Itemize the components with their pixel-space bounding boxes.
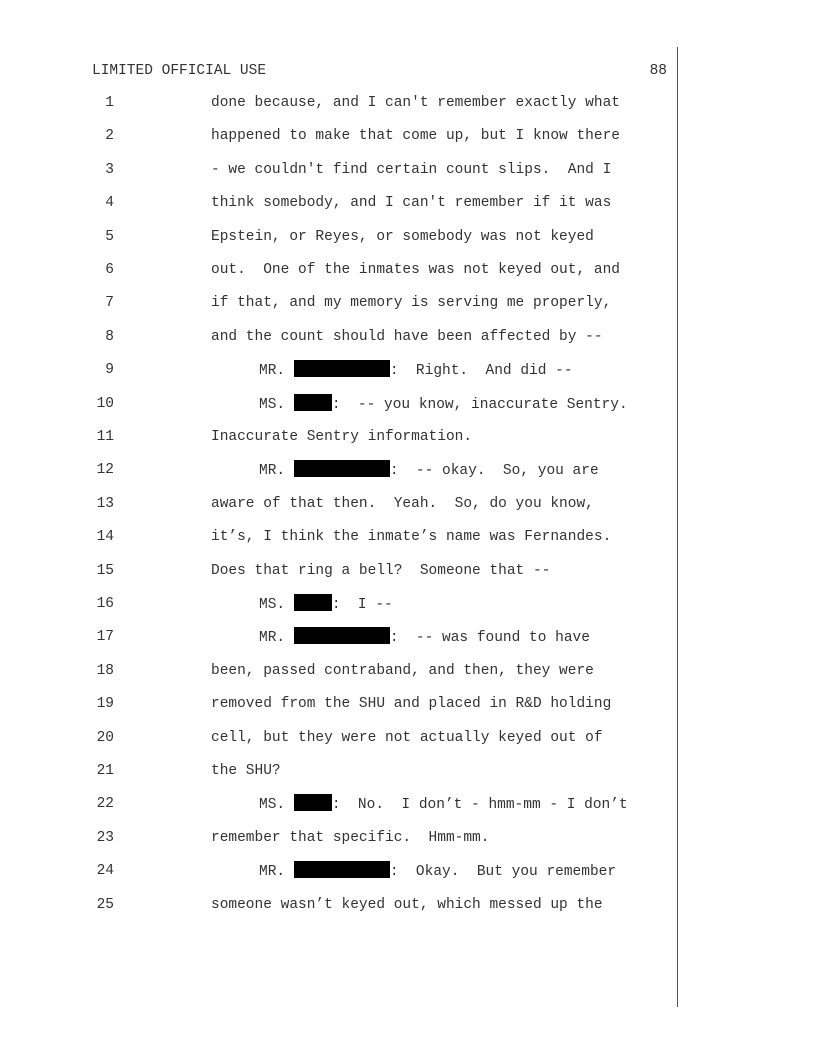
transcript-line bbox=[0, 327, 677, 347]
line-number: 3 bbox=[105, 161, 114, 178]
speech-text: : No. I don’t - hmm-mm - I don’t bbox=[331, 797, 628, 814]
line-number: 6 bbox=[105, 262, 114, 278]
speech-text: done because, and I can't remember exactly what bbox=[211, 95, 620, 111]
line-text bbox=[211, 427, 472, 447]
line-text bbox=[211, 293, 611, 313]
redaction-box bbox=[294, 360, 390, 377]
transcript-line bbox=[0, 861, 677, 881]
transcript-line bbox=[0, 561, 677, 581]
transcript-line bbox=[0, 694, 677, 714]
line-text bbox=[259, 861, 616, 882]
speaker-title: MR. bbox=[259, 864, 286, 881]
speech-text: Does that ring a bell? Someone that -- bbox=[211, 562, 551, 579]
line-text bbox=[259, 360, 573, 381]
redaction-box bbox=[294, 861, 390, 878]
speaker-title: MS. bbox=[259, 396, 286, 413]
speech-text: been, passed contraband, and then, they were bbox=[211, 662, 594, 679]
line-number: 14 bbox=[96, 529, 114, 546]
transcript-line bbox=[0, 527, 677, 547]
speech-text: : I -- bbox=[331, 597, 393, 613]
line-number: 18 bbox=[96, 662, 114, 679]
transcript-line bbox=[0, 260, 677, 280]
line-number: 1 bbox=[105, 95, 114, 111]
transcript-line bbox=[0, 427, 677, 447]
redaction-box bbox=[294, 627, 390, 644]
line-text bbox=[259, 627, 590, 648]
line-text bbox=[211, 494, 594, 514]
line-text bbox=[211, 828, 489, 848]
line-text bbox=[211, 260, 620, 280]
speech-text: happened to make that come up, but I know there bbox=[211, 128, 620, 145]
speech-text: it’s, I think the inmate’s name was Fernandes. bbox=[211, 529, 612, 546]
transcript-line bbox=[0, 360, 677, 380]
speech-text: and the count should have been affected by -- bbox=[211, 328, 603, 345]
redaction-box bbox=[294, 594, 332, 611]
transcript-line bbox=[0, 126, 677, 146]
transcript-line bbox=[0, 594, 677, 614]
line-text bbox=[211, 661, 594, 681]
line-text bbox=[211, 126, 620, 146]
redaction-box bbox=[294, 460, 390, 477]
transcript-line bbox=[0, 160, 677, 180]
speech-text: : Right. And did -- bbox=[389, 363, 573, 380]
line-number: 22 bbox=[96, 796, 114, 813]
transcript-line bbox=[0, 728, 677, 748]
speech-text: remember that specific. Hmm-mm. bbox=[211, 829, 490, 846]
speech-text: : Okay. But you remember bbox=[389, 864, 617, 881]
line-number: 8 bbox=[105, 328, 114, 345]
line-text bbox=[259, 460, 599, 481]
line-number: 11 bbox=[96, 429, 114, 445]
speech-text: : -- was found to have bbox=[389, 630, 590, 647]
line-number: 10 bbox=[96, 395, 114, 412]
line-text bbox=[211, 227, 594, 247]
line-text bbox=[259, 394, 628, 415]
line-text bbox=[259, 794, 628, 815]
speech-text: out. One of the inmates was not keyed out, and bbox=[211, 262, 620, 278]
transcript-line bbox=[0, 394, 677, 414]
transcript-line bbox=[0, 227, 677, 247]
transcript-line bbox=[0, 627, 677, 647]
line-number: 12 bbox=[96, 462, 114, 479]
speech-text: if that, and my memory is serving me properly, bbox=[211, 295, 612, 312]
speech-text: removed from the SHU and placed in R&D holding bbox=[211, 696, 612, 713]
redaction-box bbox=[294, 794, 332, 811]
line-text bbox=[211, 160, 611, 180]
transcript-line bbox=[0, 761, 677, 781]
transcript-line bbox=[0, 794, 677, 814]
line-number: 20 bbox=[96, 729, 114, 746]
transcript-line bbox=[0, 828, 677, 848]
speech-text: the SHU? bbox=[211, 763, 281, 779]
transcript-line bbox=[0, 661, 677, 681]
speech-text: cell, but they were not actually keyed out of bbox=[211, 729, 603, 746]
speech-text: Epstein, or Reyes, or somebody was not keyed bbox=[211, 228, 594, 245]
line-number: 16 bbox=[96, 596, 114, 612]
line-number: 17 bbox=[96, 629, 114, 646]
line-number: 2 bbox=[105, 128, 114, 145]
speaker-title: MR. bbox=[259, 363, 286, 380]
speaker-title: MR. bbox=[259, 463, 286, 480]
line-number: 21 bbox=[96, 763, 114, 779]
transcript-line bbox=[0, 193, 677, 213]
line-number: 9 bbox=[105, 362, 114, 379]
line-text bbox=[211, 895, 603, 915]
line-number: 24 bbox=[96, 863, 114, 880]
line-text bbox=[211, 694, 611, 714]
line-text bbox=[211, 561, 550, 581]
transcript-line bbox=[0, 293, 677, 313]
line-number: 7 bbox=[105, 295, 114, 312]
line-number: 13 bbox=[96, 495, 114, 512]
speech-text: : -- you know, inaccurate Sentry. bbox=[331, 396, 628, 413]
line-text bbox=[211, 728, 603, 748]
line-text bbox=[211, 93, 620, 113]
speaker-title: MR. bbox=[259, 630, 286, 647]
redaction-box bbox=[294, 394, 332, 411]
speech-text: - we couldn't find certain count slips. And I bbox=[211, 161, 612, 178]
line-number: 23 bbox=[96, 829, 114, 846]
transcript-line bbox=[0, 494, 677, 514]
transcript-line bbox=[0, 895, 677, 915]
speech-text: : -- okay. So, you are bbox=[389, 463, 599, 480]
line-text bbox=[211, 527, 611, 547]
speaker-title: MS. bbox=[259, 797, 286, 814]
line-number: 15 bbox=[96, 562, 114, 579]
classification-header: LIMITED OFFICIAL USE bbox=[92, 63, 267, 79]
line-text bbox=[211, 193, 611, 213]
speech-text: Inaccurate Sentry information. bbox=[211, 429, 473, 445]
line-text bbox=[211, 761, 281, 781]
speech-text: someone wasn’t keyed out, which messed up the bbox=[211, 896, 603, 913]
speaker-title: MS. bbox=[259, 597, 286, 613]
speech-text: think somebody, and I can't remember if it was bbox=[211, 195, 612, 212]
transcript-line bbox=[0, 460, 677, 480]
line-text bbox=[211, 327, 603, 347]
speech-text: aware of that then. Yeah. So, do you know, bbox=[211, 495, 594, 512]
line-number: 19 bbox=[96, 696, 114, 713]
page-number: 88 bbox=[649, 63, 667, 79]
line-text bbox=[259, 594, 393, 615]
line-number: 5 bbox=[105, 228, 114, 245]
right-margin-rule bbox=[677, 47, 678, 1007]
transcript-line bbox=[0, 93, 677, 113]
line-number: 4 bbox=[105, 195, 114, 212]
line-number: 25 bbox=[96, 896, 114, 913]
